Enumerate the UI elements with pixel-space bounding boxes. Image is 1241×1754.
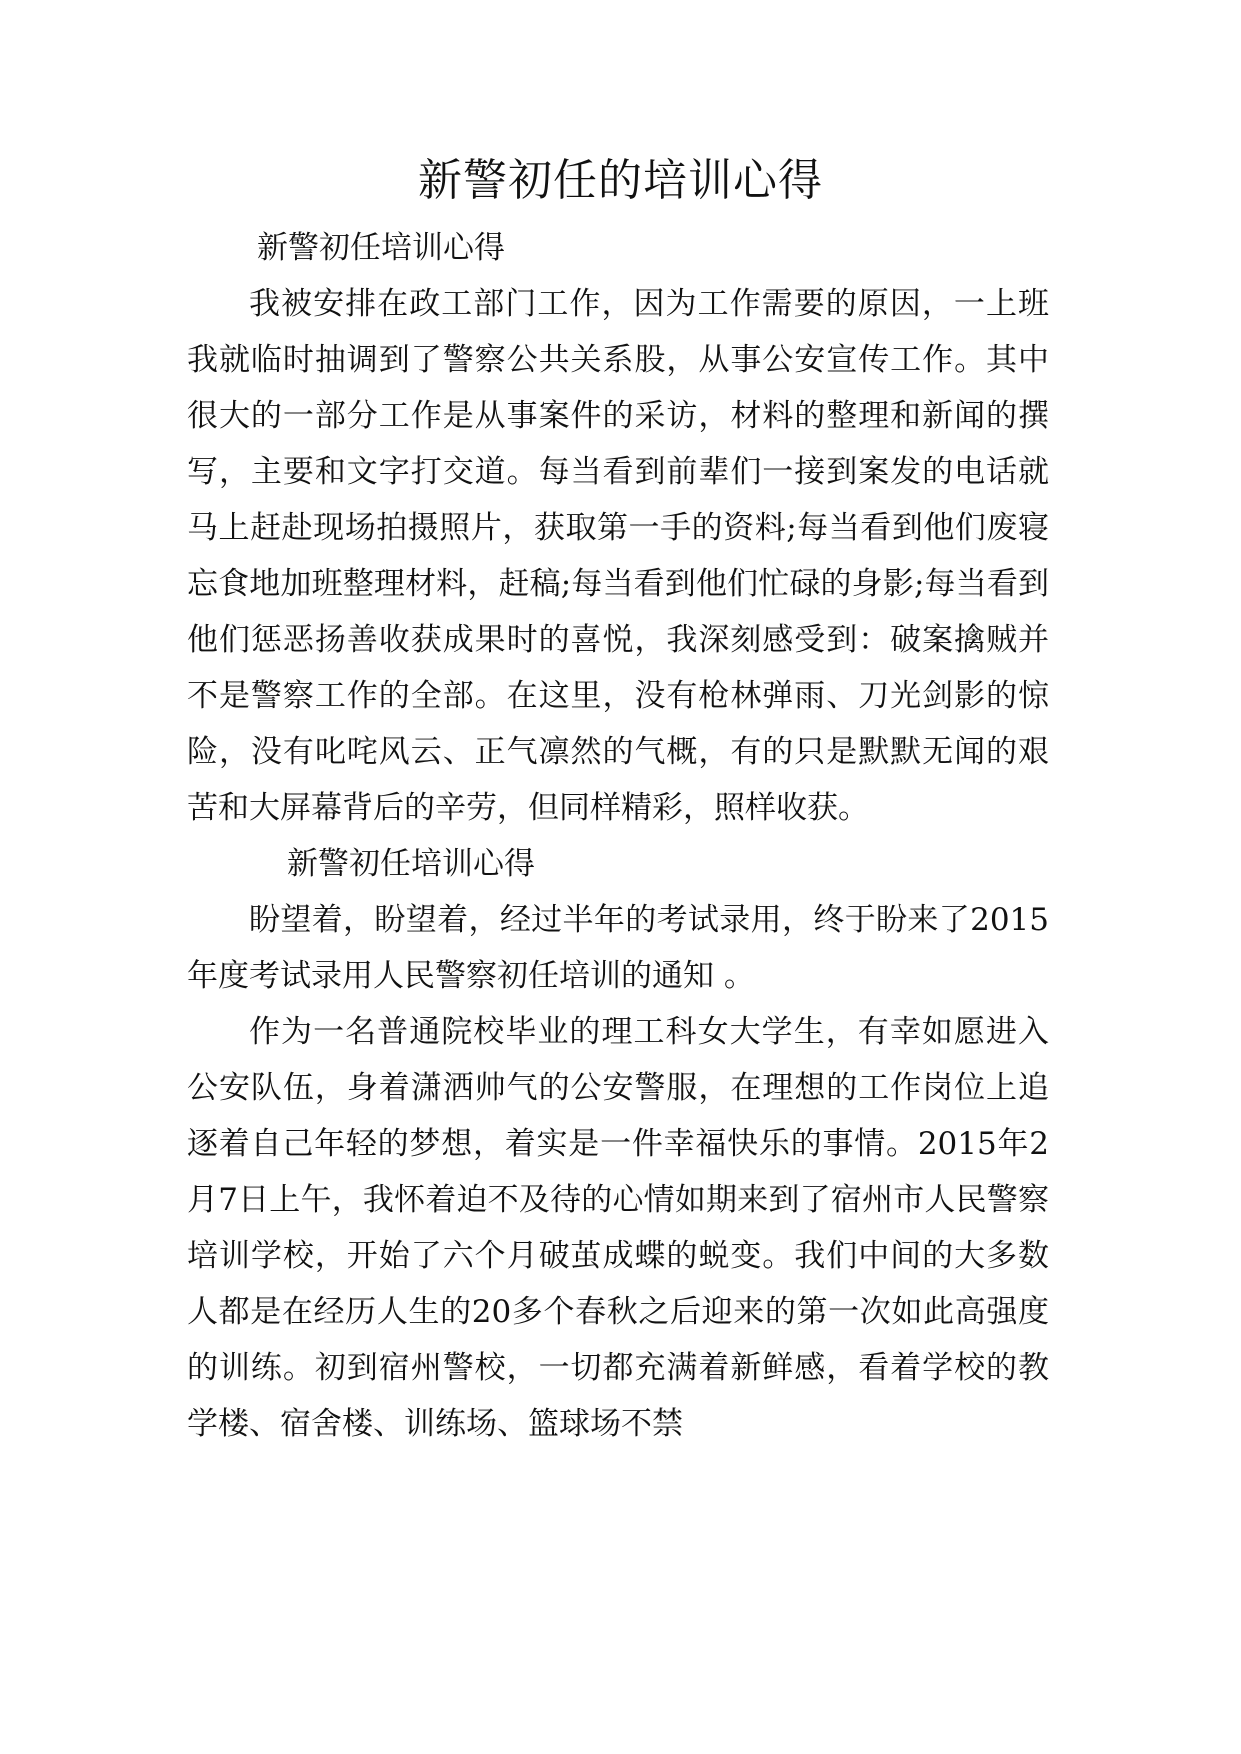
subheading: 新警初任培训心得: [287, 846, 535, 882]
document-title: 新警初任的培训心得: [418, 155, 823, 206]
document-body: [187, 220, 1049, 1452]
subheading: 新警初任培训心得: [257, 230, 505, 266]
paragraph: 我被安排在政工部门工作，因为工作需要的原因，一上班我就临时抽调到了警察公共关系股，从事公安宣传工作。其中很大的一部分工作是从事案件的采访，材料的整理和新闻的撰写，主要和文字打交道。每当看到前辈们一接到案发的电话就马上赶赴现场拍摄照片，获取第一手的资料;每当看到他们废寝忘食地加班整理材料，赶稿;每当看到他们忙碌的身影;每当看到他们惩恶扬善收获成果时的喜悦，我深刻感受到：破案擒贼并不是警察工作的全部。在这里，没有枪林弹雨、刀光剑影的惊险，没有叱咤风云、正气凛然的气概，有的只是默默无闻的艰苦和大屏幕背后的辛劳，但同样精彩，照样收获。: [187, 286, 1049, 826]
paragraph: 作为一名普通院校毕业的理工科女大学生，有幸如愿进入公安队伍，身着潇洒帅气的公安警服，在理想的工作岗位上追逐着自己年轻的梦想，着实是一件幸福快乐的事情。2015年2月7日上午，我怀着迫不及待的心情如期来到了宿州市人民警察培训学校，开始了六个月破茧成蝶的蜕变。我们中间的大多数人都是在经历人生的20多个春秋之后迎来的第一次如此高强度的训练。初到宿州警校，一切都充满着新鲜感，看着学校的教学楼、宿舍楼、训练场、篮球场不禁: [187, 1014, 1049, 1442]
paragraph: 盼望着，盼望着，经过半年的考试录用，终于盼来了2015年度考试录用人民警察初任培训的通知 。: [187, 902, 1049, 994]
